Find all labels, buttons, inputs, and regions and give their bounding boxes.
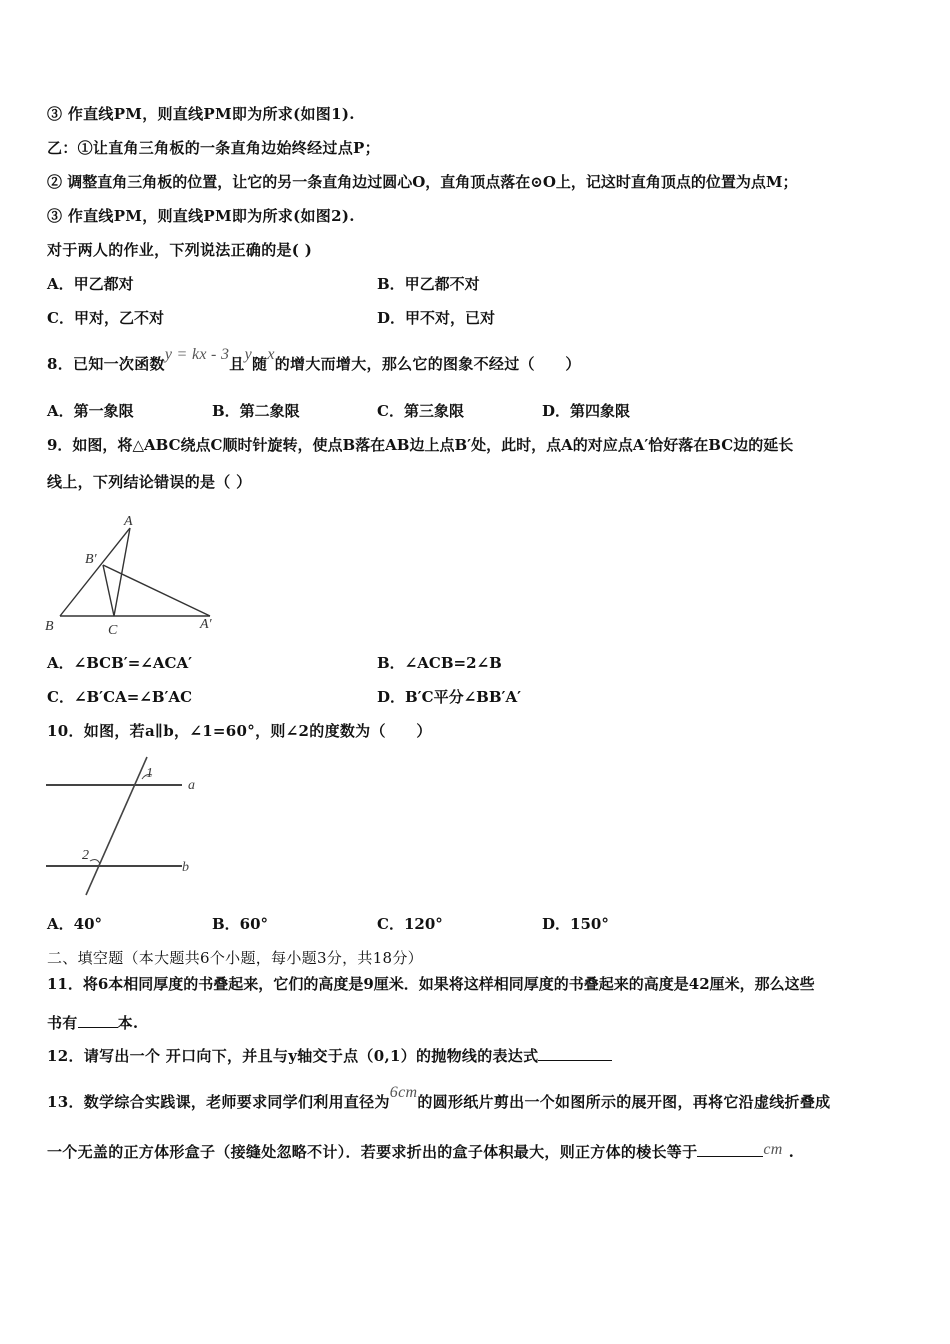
q12-line <box>47 1045 612 1066</box>
q10-parallel-lines-figure <box>42 755 207 900</box>
q8-suffix: 的增大而增大，那么它的图象不经过（ ） <box>274 355 581 373</box>
q9-option-a: A．∠BCB′=∠ACA′ <box>47 654 193 672</box>
angle-2-arc <box>90 860 100 864</box>
label-a: a <box>188 778 195 793</box>
q8-option-d: D．第四象限 <box>542 402 631 420</box>
q8-stem <box>47 346 581 374</box>
q9-stem-line1: 9．如图，将△ABC绕点C顺时针旋转，使点B落在AB边上点B′处，此时，点A的对应点A′恰好落在BC边的延长 <box>47 436 794 454</box>
q10-option-a: A．40° <box>47 915 103 933</box>
q8-y: y <box>244 346 252 363</box>
q13-line2 <box>47 1141 794 1162</box>
text-line: 乙：①让直角三角板的一条直角边始终经过点P； <box>47 139 380 157</box>
q12-text: 12．请写出一个 开口向下，并且与y轴交于点（0,1）的抛物线的表达式 <box>47 1047 539 1065</box>
label-b: b <box>182 860 189 875</box>
q9-option-b: B．∠ACB=2∠B <box>377 654 502 672</box>
transversal <box>86 757 147 895</box>
q7-option-b: B．甲乙都不对 <box>377 275 480 293</box>
q11-prefix: 书有 <box>47 1014 78 1032</box>
label-1: 1 <box>146 766 153 781</box>
text-line: ② 调整直角三角板的位置，让它的另一条直角边过圆心O，直角顶点落在⊙O上，记这时直角顶点的位置为点M； <box>47 173 798 191</box>
q10-option-b: B．60° <box>212 915 269 933</box>
text-line: 对于两人的作业，下列说法正确的是( ) <box>47 241 313 259</box>
q8-x: x <box>267 346 275 363</box>
q8-formula: y = kx - 3 <box>164 346 230 363</box>
section-heading: 二、填空题（本大题共6个小题，每小题3分，共18分） <box>47 949 423 967</box>
q9-stem-line2: 线上，下列结论错误的是（ ） <box>47 473 252 491</box>
q13-text: 一个无盖的正方体形盒子（接缝处忽略不计）．若要求折出的盒子体积最大，则正方体的棱长等于 <box>47 1143 698 1161</box>
q8-and: 且 <box>229 355 245 373</box>
q11-suffix: 本. <box>117 1014 139 1032</box>
label-a: A <box>124 514 133 529</box>
label-c: C <box>108 623 118 638</box>
q13-end: . <box>788 1143 795 1161</box>
q12-answer-blank[interactable] <box>538 1046 612 1061</box>
q9-option-d: D．B′C平分∠BB′A′ <box>377 688 522 706</box>
q8-option-a: A．第一象限 <box>47 402 134 420</box>
q13-unit: cm <box>763 1141 783 1158</box>
text-line: ③ 作直线PM，则直线PM即为所求(如图1). <box>47 105 355 123</box>
q7-option-d: D．甲不对，已对 <box>377 309 496 327</box>
q13-value: 6cm <box>389 1084 418 1101</box>
label-a-prime: A′ <box>200 617 212 632</box>
line-ab <box>60 528 130 616</box>
label-2: 2 <box>82 848 89 863</box>
q8-prefix: 8．已知一次函数 <box>47 355 165 373</box>
q13-prefix: 13．数学综合实践课，老师要求同学们利用直径为 <box>47 1093 390 1111</box>
line-b-prime-c <box>103 565 114 616</box>
q11-answer-blank[interactable] <box>78 1013 118 1028</box>
q9-option-c: C．∠B′CA=∠B′AC <box>47 688 193 706</box>
text-line: ③ 作直线PM，则直线PM即为所求(如图2). <box>47 207 355 225</box>
q13-line1 <box>47 1084 831 1112</box>
q11-line1: 11．将6本相同厚度的书叠起来，它们的高度是9厘米．如果将这样相同厚度的书叠起来的高度是42厘米，那么这些 <box>47 975 815 993</box>
q9-triangle-figure <box>40 510 230 640</box>
q8-option-c: C．第三象限 <box>377 402 464 420</box>
q11-line2 <box>47 1012 138 1033</box>
label-b: B <box>45 619 54 634</box>
q7-option-c: C．甲对，乙不对 <box>47 309 164 327</box>
q13-suffix: 的圆形纸片剪出一个如图所示的展开图，再将它沿虚线折叠成 <box>417 1093 831 1111</box>
q10-option-c: C．120° <box>377 915 443 933</box>
q8-option-b: B．第二象限 <box>212 402 300 420</box>
q13-answer-blank[interactable] <box>697 1142 763 1157</box>
q7-option-a: A．甲乙都对 <box>47 275 134 293</box>
label-b-prime: B′ <box>85 552 97 567</box>
q10-option-d: D．150° <box>542 915 609 933</box>
q10-stem: 10．如图，若a∥b，∠1=60°，则∠2的度数为（ ） <box>47 722 432 740</box>
q8-sui: 随 <box>252 355 268 373</box>
